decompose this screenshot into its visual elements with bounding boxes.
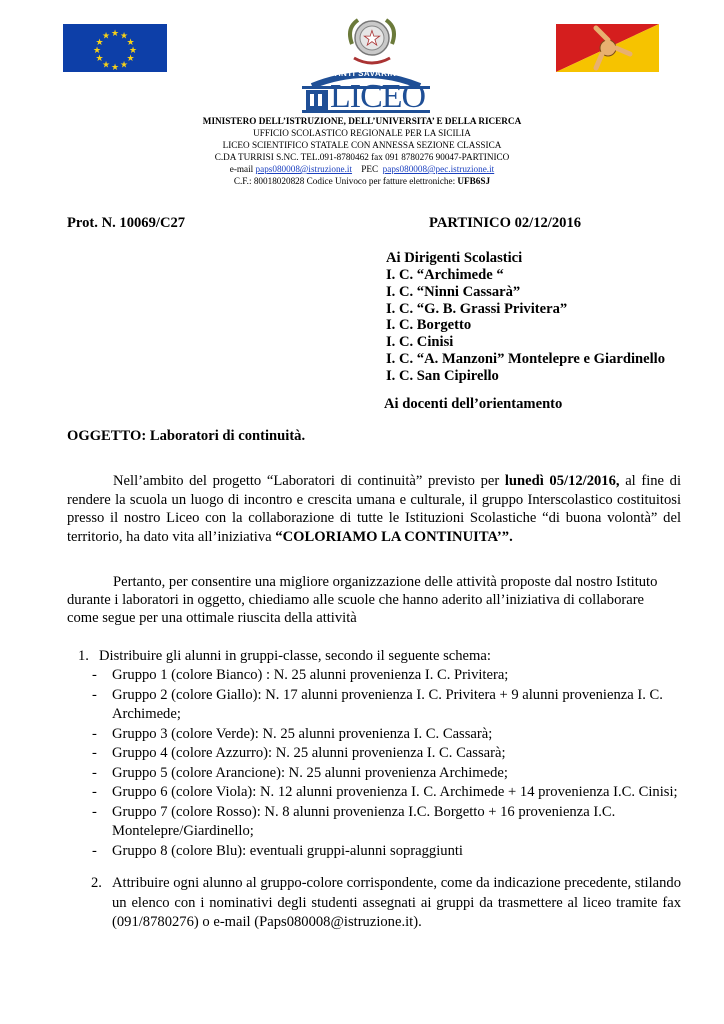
sicily-flag-icon: [556, 24, 659, 72]
svg-text:★: ★: [110, 29, 120, 39]
list1-number: 1.: [78, 648, 89, 664]
contacts-line: [0, 163, 724, 176]
svg-text:★: ★: [363, 26, 381, 50]
recipient-5: I. C. Cinisi: [386, 334, 454, 350]
cf-line: [0, 175, 724, 188]
initiative-title: “COLORIAMO LA CONTINUITA’”.: [275, 528, 513, 545]
group-dash: -: [92, 804, 97, 820]
svg-text:★: ★: [126, 54, 135, 64]
para1-line-3: presso il nostro Liceo con la collaborazione di tutte le Istituzioni Scolastiche “di buona volontà” del: [67, 510, 681, 527]
liceo-santi-savarino-logo: [292, 66, 440, 114]
univoco-code: UFB6SJ: [457, 176, 491, 186]
list1-title: Distribuire gli alunni in gruppi-classe, secondo il seguente schema:: [99, 648, 491, 664]
office-line: UFFICIO SCOLASTICO REGIONALE PER LA SICILIA: [253, 128, 471, 138]
list2-line-2: un elenco con i nominativi degli studenti assegnati ai gruppi da trasmettere al liceo tramite fax: [112, 894, 681, 911]
para1-date: lunedì 05/12/2016,: [504, 473, 620, 489]
email-link[interactable]: paps080008@istruzione.it: [255, 164, 353, 174]
italian-republic-emblem-icon: [344, 14, 400, 68]
group-7-text: Gruppo 7 (colore Rosso): N. 8 alunni provenienza I.C. Borgetto + 16 provenienza I.C.: [112, 804, 616, 820]
svg-text:★: ★: [101, 31, 111, 42]
list2-number: 2.: [91, 875, 102, 891]
eu-flag-icon: [63, 24, 167, 72]
ministry-line: MINISTERO DELL’ISTRUZIONE, DELL’UNIVERSITA’ E DELLA RICERCA: [202, 116, 522, 126]
para2-line-2: durante i laboratori in oggetto, chiediamo alle scuole che hanno aderito all’iniziativa di collaborare: [67, 592, 645, 608]
recipient-3: I. C. “G. B. Grassi Privitera”: [386, 301, 568, 317]
group-2-text: Gruppo 2 (colore Giallo): N. 17 alunni provenienza I. C. Privitera + 9 alunni provenienza I. C.: [112, 687, 663, 703]
place-date: PARTINICO 02/12/2016: [429, 215, 582, 231]
recipient-1: I. C. “Archimede “: [386, 267, 504, 283]
logo-main-text: LICEO: [330, 78, 426, 115]
email-label: e-mail: [229, 164, 254, 174]
group-5-text: Gruppo 5 (colore Arancione): N. 25 alunni provenienza Archimede;: [112, 765, 508, 781]
svg-text:★: ★: [119, 31, 129, 42]
para2-line-1: Pertanto, per consentire una migliore organizzazione delle attività proposte dal nostro Istituto: [113, 574, 658, 590]
group-dash: -: [92, 843, 97, 859]
school-line: LICEO SCIENTIFICO STATALE CON ANNESSA SEZIONE CLASSICA: [222, 140, 502, 150]
para1-text-a: Nell’ambito del progetto “Laboratori di continuità” previsto per: [113, 473, 500, 489]
group-dash: -: [92, 784, 97, 800]
para1-text-c: al fine di: [625, 473, 681, 489]
group-1-text: Gruppo 1 (colore Bianco) : N. 25 alunni provenienza I. C. Privitera;: [112, 667, 509, 683]
group-8-text: Gruppo 8 (colore Blu): eventuali gruppi-alunni sopraggiunti: [112, 843, 463, 859]
list2-text: [112, 874, 681, 933]
para1-line-2: rendere la scuola un luogo di incontro e crescita umana e culturale, il gruppo Interscolastico costituitosi: [67, 491, 681, 508]
group-dash: -: [92, 667, 97, 683]
svg-text:★: ★: [128, 46, 138, 56]
svg-text:★: ★: [110, 63, 120, 72]
cf-text: C.F.: 80018020828 Codice Univoco per fatture elettroniche:: [233, 176, 456, 186]
pec-link[interactable]: paps080008@pec.istruzione.it: [382, 164, 495, 174]
svg-text:★: ★: [92, 46, 102, 56]
recipient-4: I. C. Borgetto: [386, 317, 472, 333]
pec-label: PEC: [361, 164, 379, 174]
recipients-extra: Ai docenti dell’orientamento: [384, 396, 563, 412]
svg-text:★: ★: [95, 38, 104, 48]
group-4-text: Gruppo 4 (colore Azzurro): N. 25 alunni provenienza I. C. Cassarà;: [112, 745, 506, 761]
protocol-number: Prot. N. 10069/C27: [67, 215, 186, 231]
group-7-cont: Montelepre/Giardinello;: [112, 823, 254, 839]
svg-text:★: ★: [95, 54, 104, 64]
address-line: C.DA TURRISI S.NC. TEL.091-8780462 fax 091 8780276 90047-PARTINICO: [214, 152, 510, 162]
group-6-text: Gruppo 6 (colore Viola): N. 12 alunni provenienza I. C. Archimede + 14 provenienza I.C. Cinisi;: [112, 784, 678, 800]
recipient-7: I. C. San Cipirello: [386, 368, 499, 384]
recipient-6: I. C. “A. Manzoni” Montelepre e Giardinello: [386, 351, 666, 367]
list2-line-1: Attribuire ogni alunno al gruppo-colore corrispondente, come da indicazione precedente, stilando: [112, 875, 681, 891]
group-2-cont: Archimede;: [112, 706, 181, 722]
logo-arc-text: SANTI SAVARINO: [328, 69, 404, 78]
paragraph-1: [67, 472, 681, 546]
para2-line-3: come segue per una ottimale riuscita della attività: [67, 610, 357, 626]
group-dash: -: [92, 726, 97, 742]
svg-text:★: ★: [126, 38, 135, 48]
svg-text:★: ★: [119, 60, 129, 71]
list2-line-3: (091/8780276) o e-mail (Paps080008@istruzione.it).: [112, 914, 422, 930]
group-dash: -: [92, 687, 97, 703]
group-3-text: Gruppo 3 (colore Verde): N. 25 alunni provenienza I. C. Cassarà;: [112, 726, 493, 742]
subject-line: OGGETTO: Laboratori di continuità.: [67, 428, 306, 444]
para1-text-4a: territorio, ha dato vita all’iniziativa: [67, 528, 272, 545]
group-dash: -: [92, 765, 97, 781]
recipient-2: I. C. “Ninni Cassarà”: [386, 284, 521, 300]
group-dash: -: [92, 745, 97, 761]
svg-text:★: ★: [101, 60, 111, 71]
recipient-0: Ai Dirigenti Scolastici: [386, 250, 523, 266]
